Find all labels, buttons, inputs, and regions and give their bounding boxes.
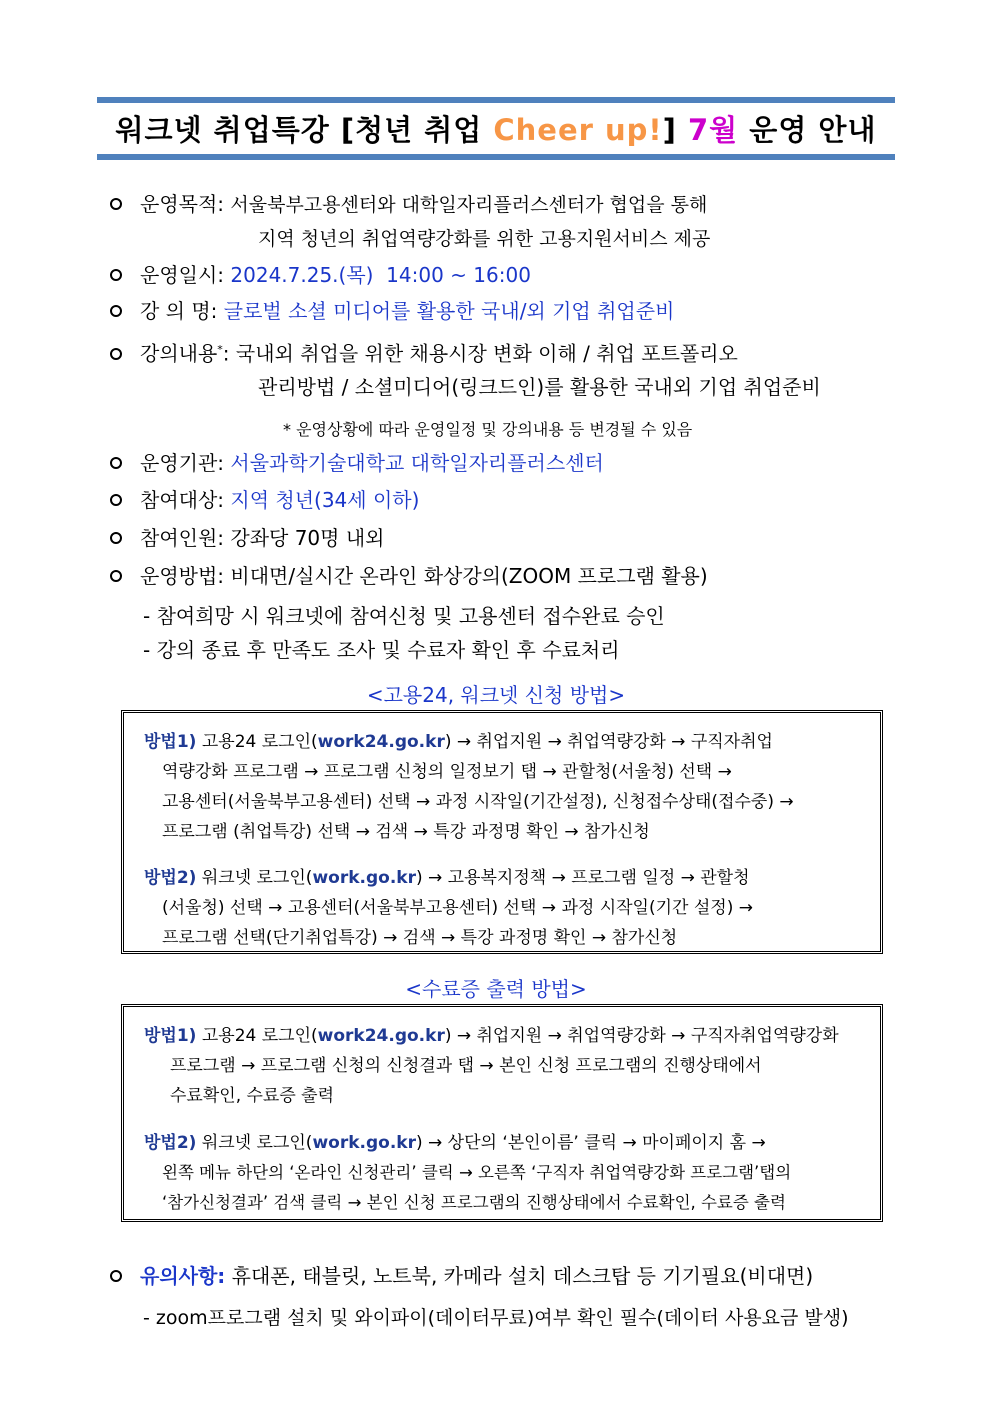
bullet-icon [110, 494, 122, 506]
method-value: 비대면/실시간 온라인 화상강의(ZOOM 프로그램 활용) [230, 564, 708, 588]
content-line2: 관리방법 / 소셜미디어(링크드인)를 활용한 국내외 기업 취업준비 [258, 375, 821, 399]
content-line1: 국내외 취업을 위한 채용시장 변화 이해 / 취업 포트폴리오 [235, 341, 738, 366]
content-colon: : [222, 341, 230, 366]
lecture-label: 강 의 명: [140, 299, 218, 323]
cert-m2-link[interactable]: work.go.kr [312, 1133, 416, 1153]
bullet-icon [110, 570, 122, 582]
title-bracket: ] [662, 113, 688, 147]
cert-m2-line1 [144, 1132, 766, 1154]
content-note: * 운영상황에 따라 운영일정 및 강의내용 등 변경될 수 있음 [283, 420, 693, 439]
bullet-icon [110, 457, 122, 469]
notice-value: 휴대폰, 태블릿, 노트북, 카메라 설치 데스크탑 등 기기필요(비대면) [231, 1264, 814, 1288]
notice-label: 유의사항: [140, 1264, 226, 1288]
apply-m2-label: 방법2) [144, 868, 197, 888]
content-star: * [217, 343, 223, 356]
page-title [97, 108, 895, 149]
org-value: 서울과학기술대학교 대학일자리플러스센터 [230, 451, 604, 475]
cert-box [121, 1004, 883, 1222]
apply-m2-line3: 프로그램 선택(단기취업특강) → 검색 → 특강 과정명 확인 → 참가신청 [162, 928, 678, 948]
cert-m1-text-b: ) → 취업지원 → 취업역량강화 → 구직자취업역량강화 [444, 1026, 839, 1046]
cert-m1-link[interactable]: work24.go.kr [317, 1026, 445, 1046]
apply-m1-link[interactable]: work24.go.kr [317, 732, 445, 752]
method-dash1: - 참여희망 시 워크넷에 참여신청 및 고용센터 접수완료 승인 [143, 604, 665, 628]
date-value: 2024.7.25.(목) 14:00 ~ 16:00 [230, 263, 531, 287]
org-label: 운영기관: [140, 451, 225, 475]
title-month: 7월 [688, 113, 739, 147]
purpose-line1: 서울북부고용센터와 대학일자리플러스센터가 협업을 통해 [230, 194, 708, 216]
apply-m2-text-b: ) → 고용복지정책 → 프로그램 일정 → 관할청 [415, 868, 750, 888]
cert-m2-text-a: 워크넷 로그인( [196, 1133, 313, 1153]
method-label: 운영방법: [140, 564, 225, 588]
title-text: 워크넷 취업특강 [청년 취업 [115, 113, 494, 147]
bullet-icon [110, 348, 122, 360]
purpose-label: 운영목적: [140, 192, 225, 216]
apply-m2-text-a: 워크넷 로그인( [196, 868, 313, 888]
cert-m2-line3: ‘참가신청결과’ 검색 클릭 → 본인 신청 프로그램의 진행상태에서 수료확인, 수료증 출력 [162, 1193, 786, 1212]
apply-m1-label: 방법1) [144, 732, 197, 752]
apply-m1-line2: 역량강화 프로그램 → 프로그램 신청의 일정보기 탭 → 관할청(서울청) 선택 → [162, 762, 732, 782]
apply-m2-line1 [144, 867, 750, 889]
bullet-icon [110, 1270, 122, 1282]
date-label: 운영일시: [140, 263, 225, 287]
org-row [110, 450, 604, 476]
cert-m2-text-b: ) → 상단의 ‘본인이름’ 클릭 → 마이페이지 홈 → [415, 1133, 766, 1153]
title-cheer-up: Cheer up! [493, 113, 663, 147]
lecture-value: 글로벌 소셜 미디어를 활용한 국내/외 기업 취업준비 [223, 299, 675, 323]
cert-m1-line3: 수료확인, 수료증 출력 [170, 1086, 335, 1106]
apply-m1-text-a: 고용24 로그인( [196, 732, 318, 752]
notice-row [110, 1263, 813, 1289]
apply-m1-line1 [144, 731, 773, 753]
title-bottom-rule [97, 154, 895, 160]
cert-m1-label: 방법1) [144, 1026, 197, 1046]
count-row [110, 525, 384, 551]
bullet-icon [110, 532, 122, 544]
cert-m2-line2: 왼쪽 메뉴 하단의 ‘온라인 신청관리’ 클릭 → 오른쪽 ‘구직자 취업역량강화 프로그램’탭의 [162, 1163, 792, 1182]
method-dash2: - 강의 종료 후 만족도 조사 및 수료자 확인 후 수료처리 [143, 638, 620, 662]
bullet-icon [110, 269, 122, 281]
count-value: 강좌당 70명 내외 [230, 526, 385, 550]
content-row [110, 337, 738, 367]
apply-box [121, 710, 883, 954]
date-row [110, 262, 531, 288]
cert-m2-label: 방법2) [144, 1133, 197, 1153]
apply-m1-text-b: ) → 취업지원 → 취업역량강화 → 구직자취업 [444, 732, 773, 752]
count-label: 참여인원: [140, 526, 225, 550]
apply-heading: <고용24, 워크넷 신청 방법> [366, 683, 626, 707]
cert-heading: <수료증 출력 방법> [405, 977, 587, 1001]
target-label: 참여대상: [140, 488, 225, 512]
target-value: 지역 청년(34세 이하) [230, 488, 420, 512]
apply-m1-line3: 고용센터(서울북부고용센터) 선택 → 과정 시작일(기간설정), 신청접수상태(접수중) → [162, 792, 794, 812]
bullet-icon [110, 305, 122, 317]
lecture-row [110, 298, 674, 324]
title-rest: 운영 안내 [738, 113, 877, 147]
content-label: 강의내용 [140, 341, 218, 366]
apply-m2-line2: (서울청) 선택 → 고용센터(서울북부고용센터) 선택 → 과정 시작일(기간 설정) → [162, 898, 753, 918]
cert-m1-line1 [144, 1025, 839, 1047]
notice-dash: - zoom프로그램 설치 및 와이파이(데이터무료)여부 확인 필수(데이터 사용요금 발생) [143, 1307, 849, 1329]
purpose-line2: 지역 청년의 취업역량강화를 위한 고용지원서비스 제공 [258, 228, 711, 250]
purpose-row [110, 191, 707, 218]
apply-m2-link[interactable]: work.go.kr [312, 868, 416, 888]
apply-m1-line4: 프로그램 (취업특강) 선택 → 검색 → 특강 과정명 확인 → 참가신청 [162, 822, 650, 842]
title-top-rule [97, 97, 895, 103]
cert-m1-line2: 프로그램 → 프로그램 신청의 신청결과 탭 → 본인 신청 프로그램의 진행상태에서 [170, 1056, 762, 1076]
method-row [110, 563, 708, 589]
cert-m1-text-a: 고용24 로그인( [196, 1026, 318, 1046]
target-row [110, 487, 419, 513]
bullet-icon [110, 198, 122, 210]
